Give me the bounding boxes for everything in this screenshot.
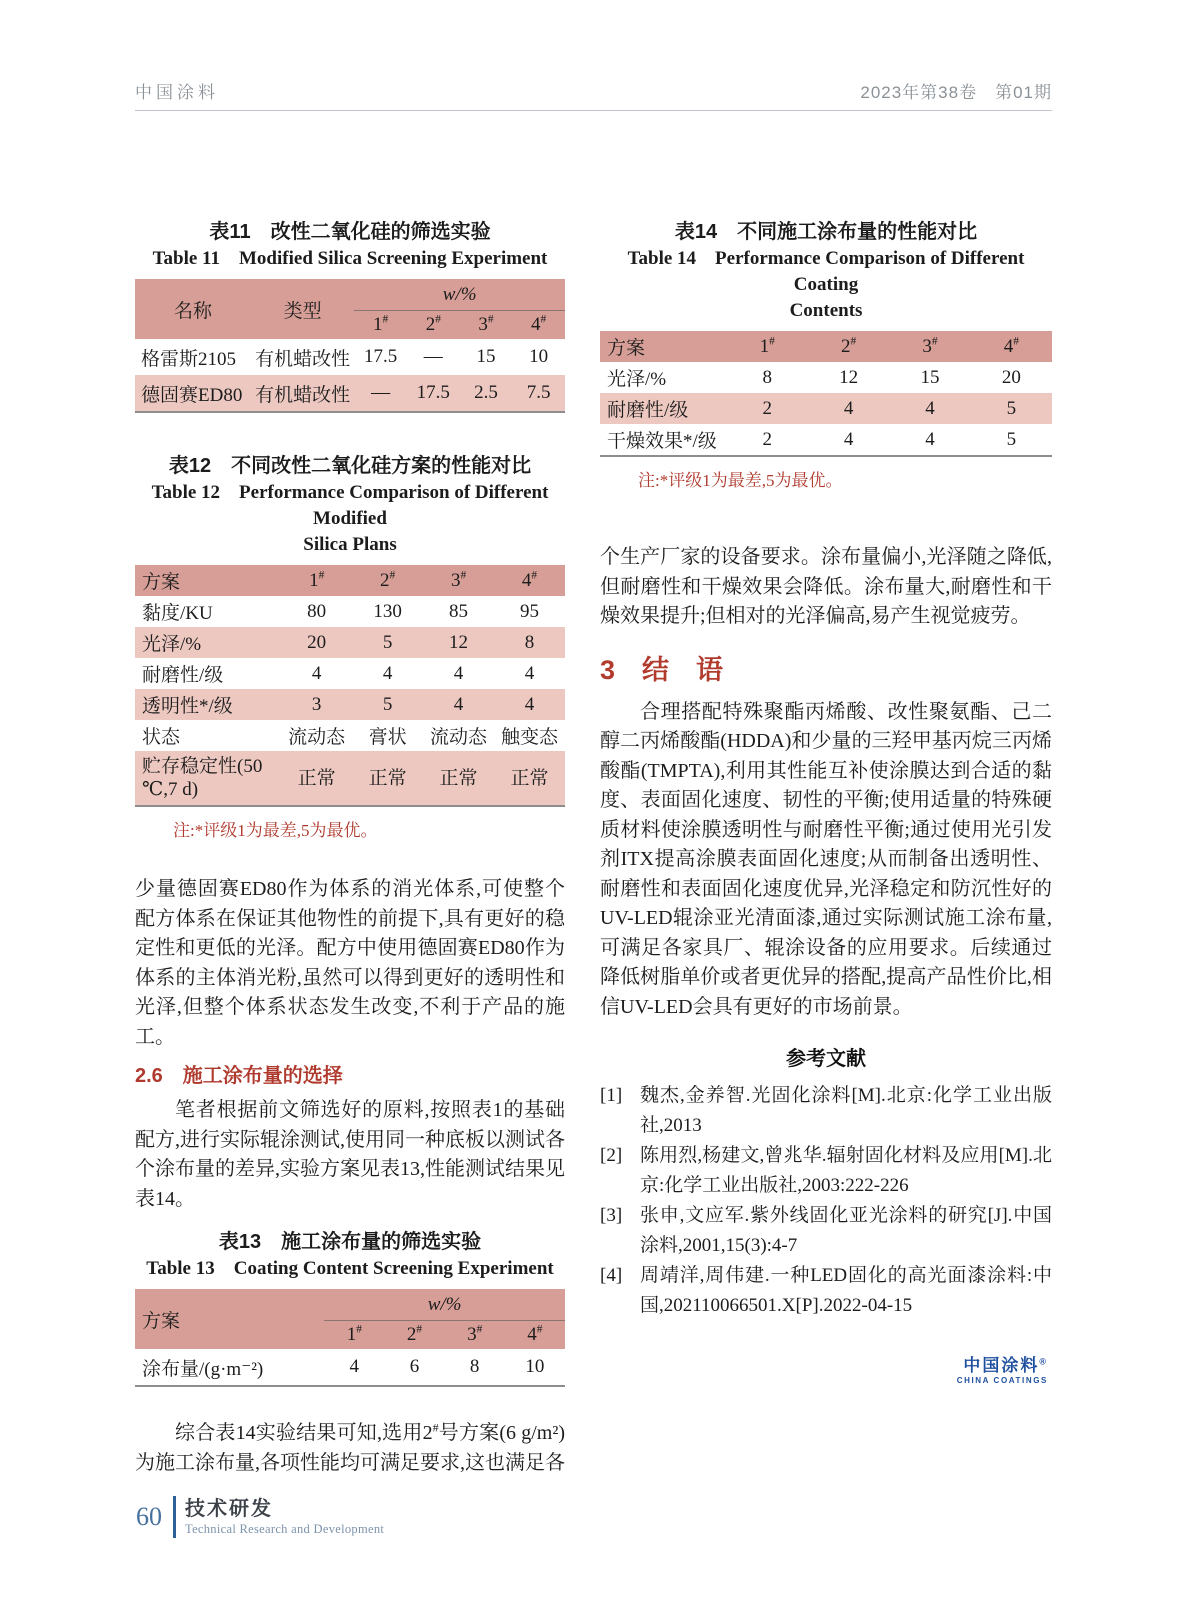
- table12-caption-en: Table 12 Performance Comparison of Different Modified: [151, 482, 549, 529]
- table12: [135, 565, 565, 807]
- content-columns: [135, 219, 1052, 1478]
- reference-item: [600, 1141, 1052, 1201]
- reference-text: 周靖洋,周伟建.一种LED固化的高光面漆涂料:中国,202110066501.X[P].2022-04-15: [640, 1265, 1052, 1316]
- reference-item: [600, 1201, 1052, 1261]
- col-header-plan: 方案: [142, 572, 181, 593]
- value-cell: 正常: [297, 767, 336, 789]
- right-column: [600, 219, 1052, 1478]
- reference-label: [1]: [600, 1085, 623, 1106]
- table12-caption-zh: 表12 不同改性二氧化硅方案的性能对比: [168, 455, 532, 477]
- table-row: [135, 339, 565, 375]
- plan-header: 1#: [373, 313, 389, 335]
- journal-name: 中国涂料: [135, 83, 219, 102]
- table13-caption: [135, 1229, 565, 1282]
- value-cell: 4: [349, 1356, 360, 1377]
- value-cell: 95: [520, 600, 539, 622]
- row-label: 黏度/KU: [142, 603, 213, 624]
- row-label: 状态: [142, 727, 181, 748]
- row-label: 贮存稳定性(50 ℃,7 d): [142, 756, 263, 800]
- table-row: [135, 375, 565, 412]
- table11-caption: [135, 219, 565, 272]
- reference-label: [3]: [600, 1205, 623, 1226]
- value-cell: 5: [1006, 397, 1017, 419]
- value-cell: 3: [311, 693, 322, 715]
- paragraph: 综合表14实验结果可知,选用2#号方案(6 g/m²)为施工涂布量,各项性能均可满足要求,这也满足各: [135, 1420, 565, 1474]
- row-label: 耐磨性/级: [142, 665, 224, 686]
- section-heading-3: 3 结 语: [600, 654, 724, 685]
- logo-text-zh: [600, 1357, 1048, 1375]
- value-cell: 5: [382, 693, 393, 715]
- value-cell: 10: [529, 346, 549, 367]
- table11-caption-en: Table 11 Modified Silica Screening Experiment: [152, 248, 548, 269]
- issue-info: 2023年第38卷 第01期: [860, 83, 1052, 102]
- value-cell: 8: [469, 1356, 480, 1377]
- value-cell: 8: [524, 631, 535, 653]
- value-cell: 4: [453, 693, 464, 715]
- value-cell: 85: [449, 600, 469, 622]
- value-cell: 10: [525, 1356, 545, 1377]
- plan-header: 1#: [309, 569, 325, 591]
- table-header-row: [600, 331, 1052, 362]
- table13: [135, 1289, 565, 1387]
- footer-section: [185, 1498, 384, 1537]
- value-cell: 正常: [439, 767, 478, 789]
- value-cell: 4: [925, 397, 935, 419]
- references-list: [600, 1081, 1052, 1321]
- value-cell: 触变态: [501, 727, 559, 748]
- value-cell: 8: [762, 366, 772, 388]
- row-label: 格雷斯2105: [141, 348, 237, 370]
- value-cell: 5: [1006, 428, 1017, 450]
- plan-header: 3#: [922, 335, 938, 357]
- plan-header: 1#: [346, 1323, 362, 1345]
- col-header-name: 名称: [174, 300, 213, 322]
- value-cell: 2.5: [474, 382, 498, 403]
- left-column: [135, 219, 565, 1478]
- value-cell: 4: [843, 428, 854, 450]
- reference-item: [600, 1261, 1052, 1321]
- value-cell: 80: [307, 600, 327, 622]
- table14-caption-en2: Contents: [789, 300, 863, 321]
- table14-caption-zh: 表14 不同施工涂布量的性能对比: [674, 221, 978, 243]
- row-label: 干燥效果*/级: [607, 431, 717, 452]
- value-cell: 130: [373, 600, 402, 622]
- table-row: [600, 362, 1052, 393]
- table-header-row: [135, 1289, 565, 1321]
- plan-header: 4#: [1003, 335, 1019, 357]
- table13-caption-zh: 表13 施工涂布量的筛选实验: [218, 1231, 482, 1253]
- value-cell: 4: [382, 662, 393, 684]
- table-row: [135, 596, 565, 627]
- value-cell: 6: [409, 1356, 420, 1377]
- reference-item: [600, 1081, 1052, 1141]
- table13-caption-en: Table 13 Coating Content Screening Experiment: [146, 1258, 554, 1279]
- value-cell: 2: [762, 397, 772, 419]
- plan-header: 2#: [840, 335, 857, 357]
- value-cell: 2: [762, 428, 772, 450]
- col-header-plan: 方案: [607, 338, 646, 359]
- table12-caption: [135, 453, 565, 558]
- plan-header: 2#: [380, 569, 396, 591]
- table11: [135, 279, 565, 413]
- table14-note: 注:*评级1为最差,5为最优。: [638, 471, 843, 490]
- table-row: [135, 720, 565, 751]
- paragraph: 笔者根据前文筛选好的原料,按照表1的基础配方,进行实际辊涂测试,使用同一种底板以测试各个涂布量的差异,实验方案见表13,性能测试结果见表14。: [135, 1099, 565, 1210]
- china-coatings-logo: [600, 1357, 1052, 1385]
- plan-header: 4#: [521, 569, 538, 591]
- reference-text: 魏杰,金养智.光固化涂料[M].北京:化学工业出版社,2013: [640, 1085, 1052, 1136]
- table-row: [135, 1349, 565, 1386]
- value-cell: 17.5: [416, 382, 450, 403]
- plan-header: 3#: [478, 313, 494, 335]
- table-row: [600, 424, 1052, 456]
- table11-caption-zh: 表11 改性二氧化硅的筛选实验: [209, 221, 491, 243]
- w-percent-label: w/%: [427, 1294, 462, 1315]
- reference-label: [4]: [600, 1265, 623, 1286]
- table-row: [135, 689, 565, 720]
- plan-header: 2#: [406, 1323, 423, 1345]
- col-header-type: 类型: [283, 300, 322, 322]
- row-label: 德固赛ED80: [141, 384, 243, 406]
- footer-section-zh: 技术研发: [185, 1497, 273, 1520]
- logo-text-en: CHINA COATINGS: [956, 1376, 1048, 1385]
- registered-mark: ®: [1039, 1356, 1048, 1367]
- paragraph: 少量德固赛ED80作为体系的消光体系,可使整个配方体系在保证其他物性的前提下,具有更好的稳定性和更低的光泽。配方中使用德固赛ED80作为体系的主体消光粉,虽然可以得到更好的透明性和光泽,但整个体系状态发生改变,不利于产品的施工。: [135, 878, 565, 1048]
- table12-note: 注:*评级1为最差,5为最优。: [173, 821, 378, 840]
- table14-caption: [600, 219, 1052, 324]
- section-heading-2-6: 2.6 施工涂布量的选择: [135, 1065, 343, 1087]
- value-cell: 15: [476, 346, 496, 367]
- table14: [600, 331, 1052, 457]
- table-row: [135, 751, 565, 806]
- value-cell: 4: [311, 662, 322, 684]
- value-cell: 15: [920, 366, 940, 388]
- table-header-row: [135, 565, 565, 596]
- reference-label: [2]: [600, 1145, 623, 1166]
- value-cell: 流动态: [288, 727, 346, 748]
- logo-zh-label: 中国涂料: [963, 1356, 1040, 1375]
- plan-header: 1#: [759, 335, 775, 357]
- plan-header: 3#: [467, 1323, 483, 1345]
- row-label: 光泽/%: [607, 369, 667, 390]
- paragraph: 合理搭配特殊聚酯丙烯酸、改性聚氨酯、己二醇二丙烯酸酯(HDDA)和少量的三羟甲基丙烷三丙烯酸酯(TMPTA),利用其性能互补使涂膜达到合适的黏度、表面固化速度、韧性的平衡;使用适量的特殊硬质材料使涂膜透明性与耐磨性平衡;通过使用光引发剂ITX提高涂膜表面固化速度;从而制备出透明性、耐磨性和表面固化速度优异,光泽稳定和防沉性好的UV-LED辊涂亚光清面漆,通过实际测试施工涂布量,可满足各家具厂、辊涂设备的应用要求。后续通过降低树脂单价或者更优异的搭配,提高产品性价比,相信UV-LED会具有更好的市场前景。: [600, 700, 1052, 1018]
- plan-header: 4#: [531, 313, 547, 335]
- page-footer: [136, 1496, 384, 1538]
- value-cell: 有机蜡改性: [255, 348, 351, 370]
- footer-section-en: Technical Research and Development: [185, 1521, 385, 1536]
- value-cell: 20: [1001, 366, 1021, 388]
- value-cell: —: [423, 346, 443, 367]
- plan-header: 2#: [425, 313, 441, 335]
- value-cell: 4: [925, 428, 935, 450]
- reference-text: 张申,文应军.紫外线固化亚光涂料的研究[J].中国涂料,2001,15(3):4-7: [640, 1205, 1052, 1256]
- value-cell: 4: [453, 662, 464, 684]
- row-label: 涂布量/(g·m⁻²): [142, 1358, 264, 1380]
- row-label: 耐磨性/级: [607, 400, 689, 421]
- paragraph: 个生产厂家的设备要求。涂布量偏小,光泽随之降低,但耐磨性和干燥效果会降低。涂布量大,耐磨性和干燥效果提升;但相对的光泽偏高,易产生视觉疲劳。: [600, 546, 1052, 627]
- table-row: [135, 627, 565, 658]
- row-label: 光泽/%: [142, 634, 202, 655]
- table-row: [135, 658, 565, 689]
- reference-text: 陈用烈,杨建文,曾兆华.辐射固化材料及应用[M].北京:化学工业出版社,2003:222-226: [640, 1145, 1052, 1196]
- value-cell: 有机蜡改性: [255, 384, 351, 406]
- page-number: 60: [136, 1502, 162, 1531]
- value-cell: 膏状: [368, 727, 407, 748]
- plan-header: 4#: [527, 1323, 543, 1345]
- value-cell: 17.5: [363, 346, 398, 367]
- value-cell: 4: [843, 397, 854, 419]
- value-cell: 4: [524, 662, 535, 684]
- value-cell: 流动态: [430, 727, 488, 748]
- value-cell: 正常: [510, 767, 549, 789]
- value-cell: 20: [307, 631, 327, 653]
- col-header-w: [354, 279, 565, 311]
- col-header-plan: 方案: [142, 1310, 181, 1332]
- page-header: [135, 0, 1052, 111]
- plan-header: 3#: [450, 569, 467, 591]
- value-cell: 12: [449, 631, 469, 653]
- value-cell: 4: [524, 693, 535, 715]
- value-cell: 7.5: [526, 382, 551, 403]
- references-heading: 参考文献: [786, 1048, 866, 1070]
- value-cell: —: [371, 382, 391, 403]
- table-row: [600, 393, 1052, 424]
- w-percent-label: w/%: [442, 284, 477, 305]
- value-cell: 12: [839, 366, 859, 388]
- value-cell: 5: [382, 631, 393, 653]
- table-header-row: [135, 279, 565, 311]
- footer-divider-bar: [173, 1496, 176, 1538]
- row-label: 透明性*/级: [142, 696, 233, 717]
- col-header-w: [324, 1289, 565, 1321]
- value-cell: 正常: [368, 767, 407, 789]
- table14-caption-en: Table 14 Performance Comparison of Different Coating: [627, 248, 1025, 295]
- table12-caption-en2: Silica Plans: [303, 534, 397, 555]
